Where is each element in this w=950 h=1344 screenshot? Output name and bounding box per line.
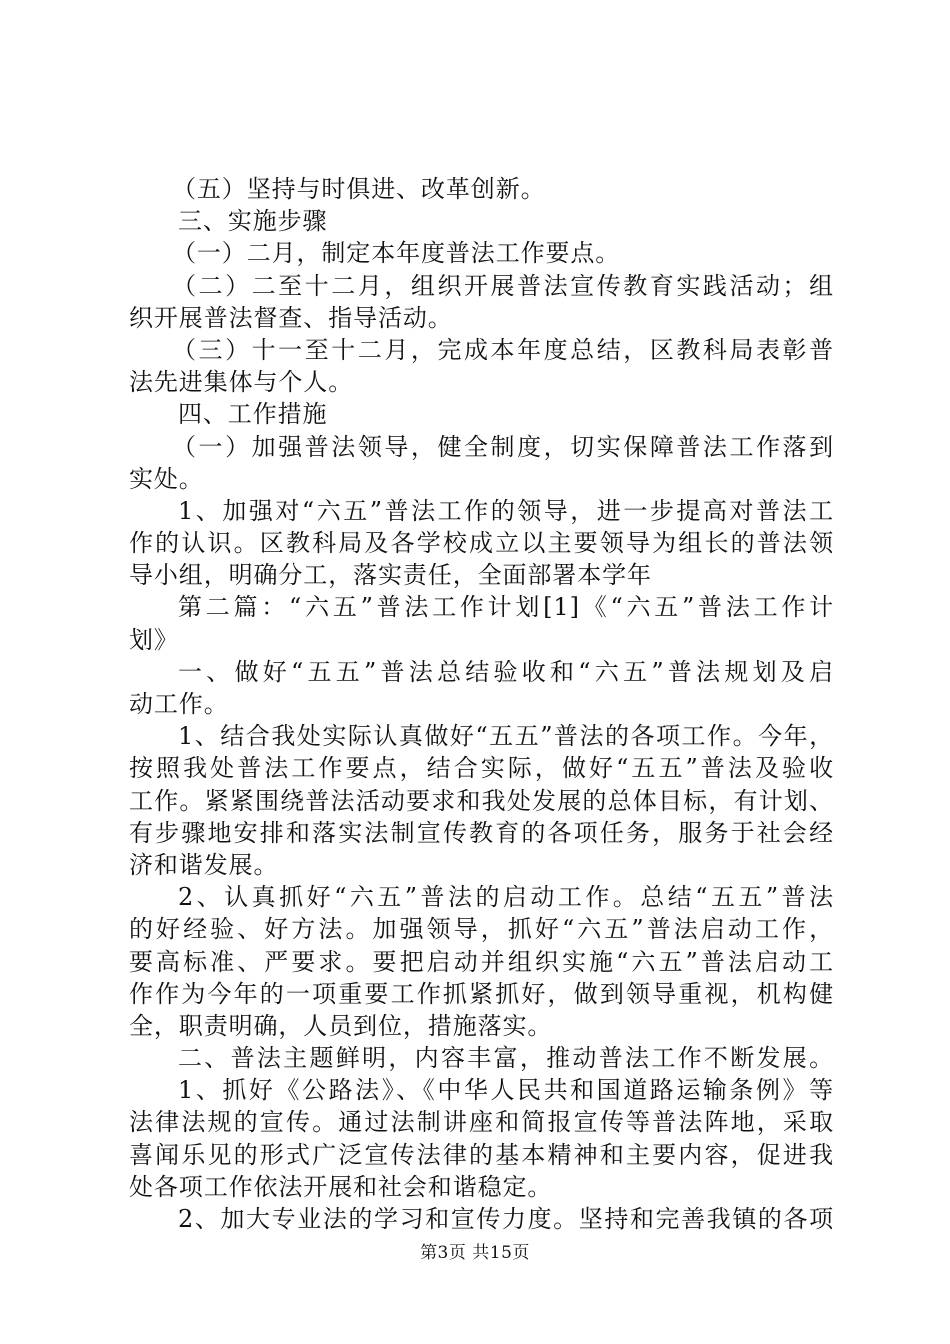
document-line: 要高标准、严要求。要把启动并组织实施“六五”普法启动工 [129, 947, 834, 976]
document-line: 的好经验、好方法。加强领导，抓好“六五”普法启动工作， [129, 915, 834, 944]
document-line: （五）坚持与时俱进、改革创新。 [172, 175, 546, 203]
document-line: 四、工作措施 [178, 400, 328, 429]
document-line: 喜闻乐见的形式广泛宣传法律的基本精神和主要内容，促进我 [129, 1140, 834, 1169]
document-line: 济和谐发展。 [129, 850, 279, 879]
document-line: 划》 [129, 625, 179, 654]
document-line: 工作。紧紧围绕普法活动要求和我处发展的总体目标，有计划、 [129, 786, 834, 815]
document-line: 导小组，明确分工，落实责任，全面部署本学年 [129, 561, 652, 590]
page-footer: 第3页 共15页 [420, 1243, 530, 1263]
document-line: 一、做好“五五”普法总结验收和“六五”普法规划及启 [178, 657, 834, 686]
document-line: 2、认真抓好“六五”普法的启动工作。总结“五五”普法 [178, 883, 834, 912]
document-line: 法律法规的宣传。通过法制讲座和简报宣传等普法阵地，采取 [129, 1108, 834, 1137]
document-line: 第二篇：“六五”普法工作计划[1]《“六五”普法工作计 [178, 593, 834, 622]
document-line: 处各项工作依法开展和社会和谐稳定。 [129, 1172, 553, 1201]
document-line: 动工作。 [129, 690, 229, 718]
document-line: （一）二月，制定本年度普法工作要点。 [172, 239, 621, 268]
document-line: 2、加大专业法的学习和宣传力度。坚持和完善我镇的各项 [178, 1205, 834, 1233]
document-line: 全，职责明确，人员到位，措施落实。 [129, 1011, 553, 1040]
document-body [129, 173, 834, 1235]
document-line: 1、加强对“六五”普法工作的领导，进一步提高对普法工 [178, 496, 834, 525]
document-line: 1、抓好《公路法》、《中华人民共和国道路运输条例》等 [178, 1076, 834, 1105]
document-line: 1、结合我处实际认真做好“五五”普法的各项工作。今年， [178, 722, 834, 751]
document-line: 三、实施步骤 [178, 207, 328, 236]
document-line: 实处。 [129, 464, 204, 493]
document-line: 作作为今年的一项重要工作抓紧抓好，做到领导重视，机构健 [129, 979, 834, 1008]
document-line: 有步骤地安排和落实法制宣传教育的各项任务，服务于社会经 [129, 818, 834, 847]
document-line: 按照我处普法工作要点，结合实际，做好“五五”普法及验收 [129, 754, 834, 783]
document-line: 二、普法主题鲜明，内容丰富，推动普法工作不断发展。 [178, 1044, 834, 1073]
document-line: 作的认识。区教科局及各学校成立以主要领导为组长的普法领 [129, 529, 834, 558]
document-line: （一）加强普法领导，健全制度，切实保障普法工作落到 [172, 432, 834, 461]
document-line: （三）十一至十二月，完成本年度总结，区教科局表彰普 [172, 335, 834, 364]
document-line: 织开展普法督查、指导活动。 [129, 303, 453, 332]
document-line: （二）二至十二月，组织开展普法宣传教育实践活动；组 [172, 271, 834, 300]
document-line: 法先进集体与个人。 [129, 368, 354, 397]
